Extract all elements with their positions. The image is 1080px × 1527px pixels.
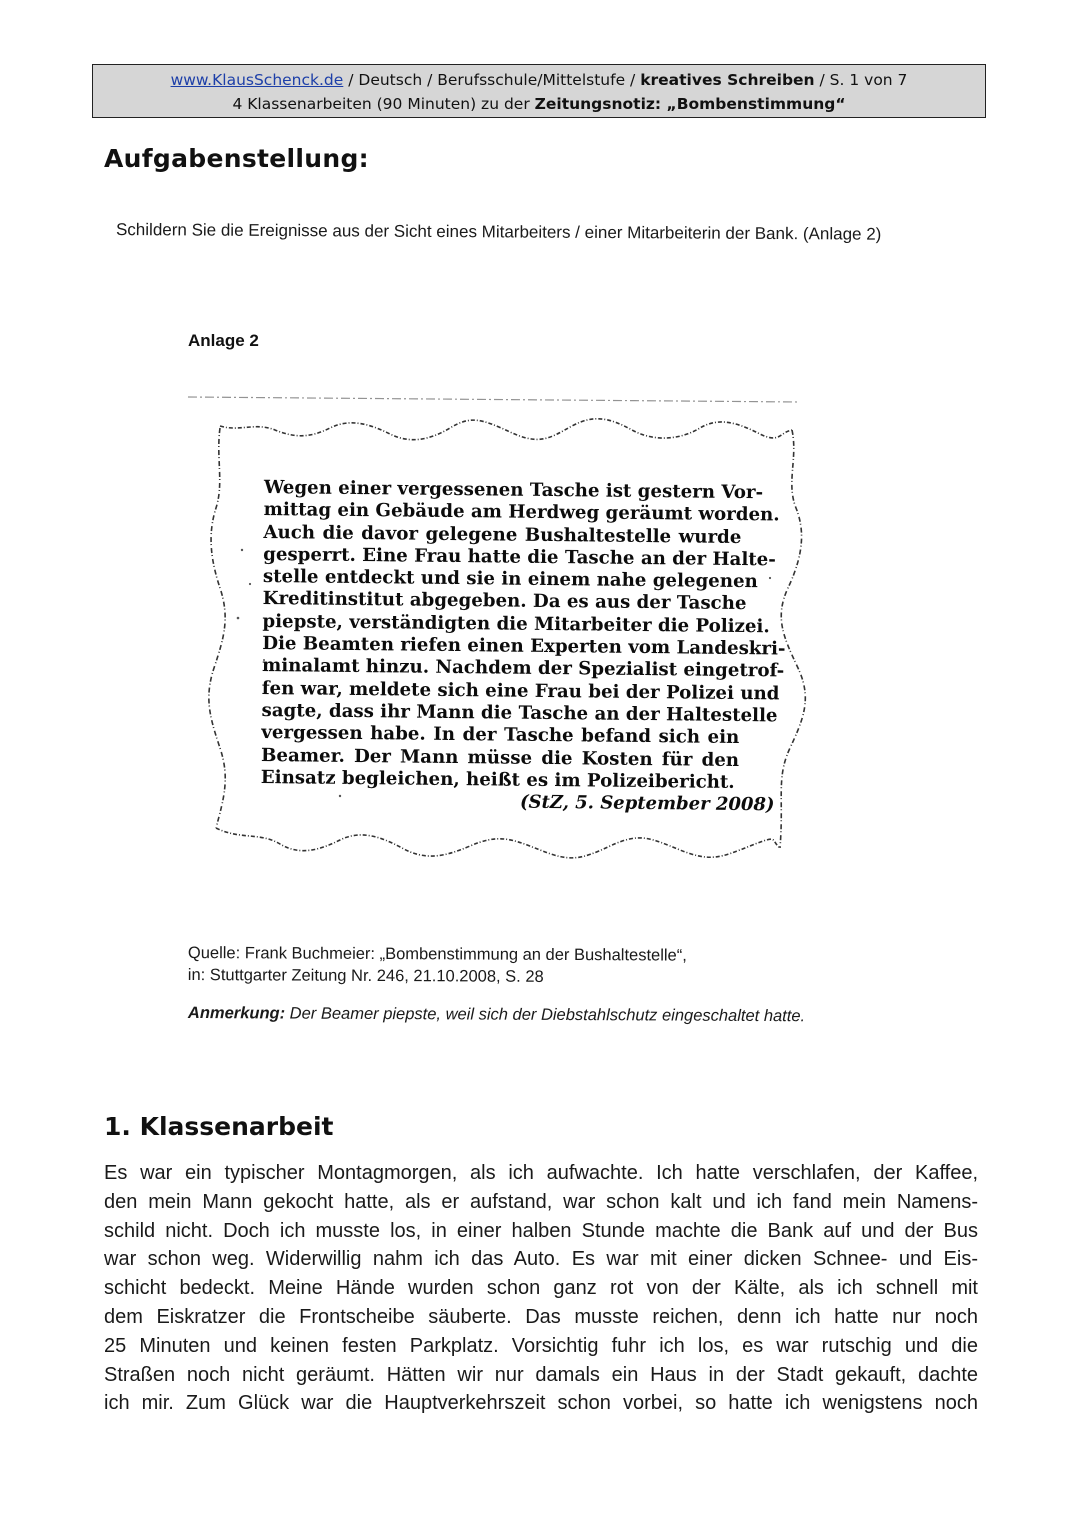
essay-line: schild nicht. Doch ich musste los, in einer halben Stunde machte die Bank auf und der Bus <box>104 1219 978 1242</box>
essay-line: Es war ein typischer Montagmorgen, als ich aufwachte. Ich hatte verschlafen, der Kaffee, <box>104 1162 978 1184</box>
source-citation: Quelle: Frank Buchmeier: „Bombenstimmung an der Bushaltestelle“, in: Stuttgarter Zeitung Nr. 246, 21.10.2008, S. 28 <box>187 944 687 986</box>
section-heading: 1. Klassenarbeit <box>104 1112 334 1141</box>
website-link[interactable]: www.KlausSchenck.de <box>170 71 344 89</box>
essay-line: ich mir. Zum Glück war die Hauptverkehrszeit schon vorbei, so hatte ich wenigstens noch <box>104 1392 978 1415</box>
clipping-source: (StZ, 5. September 2008) <box>519 791 775 816</box>
clipping-line: vergessen habe. In der Tasche befand sich ein <box>261 722 740 749</box>
page-header <box>92 64 986 118</box>
clipping-line: Wegen einer vergessenen Tasche ist gestern Vor- <box>263 477 764 504</box>
clipping-line: piepste, verständigten die Mitarbeiter die Polizei. <box>262 610 770 638</box>
essay-line: Straßen noch nicht geräumt. Hätten wir nur damals ein Haus in der Stadt gekauft, dachte <box>104 1363 978 1386</box>
clipping-line: sagte, dass ihr Mann die Tasche an der Haltestelle <box>261 699 778 727</box>
clipping-line: fen war, meldete sich eine Frau bei der Polizei und <box>261 677 780 705</box>
annotation-note: Anmerkung: Der Beamer piepste, weil sich der Diebstahlschutz eingeschaltet hatte. <box>187 1004 806 1026</box>
header-line-2: 4 Klassenarbeiten (90 Minuten) zu der Zeitungsnotiz: „Bombenstimmung“ <box>232 95 846 113</box>
essay-line: schicht bedeckt. Meine Hände wurden schon ganz rot von der Kälte, als ich schnell mit <box>104 1277 978 1300</box>
clipping-line: mittag ein Gebäude am Herdweg geräumt worden. <box>263 499 780 526</box>
essay-line: dem Eiskratzer die Frontscheibe säuberte. Das musste reichen, denn ich hatte nur noch <box>104 1305 978 1328</box>
appendix-label: Anlage 2 <box>188 331 259 350</box>
clipping-line: Auch die davor gelegene Bushaltestelle wurde <box>263 521 742 548</box>
task-instruction: Schildern Sie die Ereignisse aus der Sicht eines Mitarbeiters / einer Mitarbeiterin der Bank. (Anlage 2) <box>115 220 882 244</box>
header-line-1: www.KlausSchenck.de / Deutsch / Berufsschule/Mittelstufe / kreatives Schreiben / S. 1 von 7 <box>170 71 908 89</box>
essay-line: den mein Mann gekocht hatte, als er aufstand, war schon kalt und ich fand mein Namens- <box>104 1190 978 1213</box>
essay-line: war schon weg. Widerwillig nahm ich das Auto. Es war mit einer dicken Schnee- und Eis- <box>104 1248 978 1271</box>
clipping-line: minalamt hinzu. Nachdem der Spezialist eingetrof- <box>261 655 785 682</box>
essay-body <box>104 1159 978 1418</box>
clipping-body <box>260 477 786 794</box>
clipping-line: Einsatz begleichen, heißt es im Polizeibericht. <box>260 766 735 793</box>
clipping-line: Die Beamten riefen einen Experten vom Landeskri- <box>262 633 786 660</box>
clipping-line: Beamer. Der Mann müsse die Kosten für den <box>260 744 740 771</box>
essay-line: 25 Minuten und keinen festen Parkplatz. Vorsichtig fuhr ich los, es war rutschig und die <box>104 1334 978 1357</box>
clipping-line: gesperrt. Eine Frau hatte die Tasche an der Halte- <box>263 543 776 571</box>
clipping-line: stelle entdeckt und sie in einem nahe gelegenen <box>262 566 758 593</box>
clipping-line: Kreditinstitut abgegeben. Da es aus der Tasche <box>262 588 747 615</box>
task-heading: Aufgabenstellung: <box>104 144 369 173</box>
